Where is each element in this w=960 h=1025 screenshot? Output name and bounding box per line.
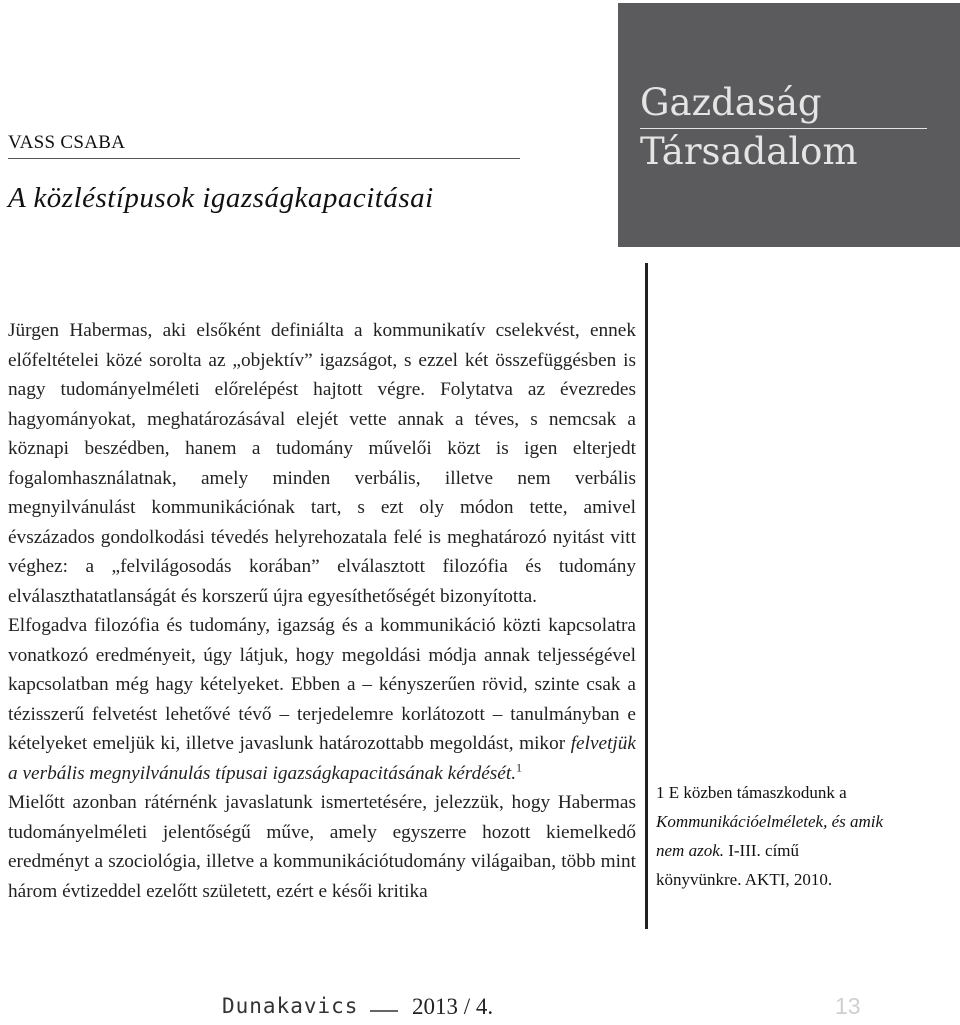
column-divider [645, 263, 648, 929]
footer-separator [370, 1010, 398, 1012]
paragraph-2-text: Elfogadva filozófia és tudomány, igazság és a kommunikáció közti kapcsolatra vonatkozó eredményeit, úgy látjuk, hogy megoldási módja annak teljességével kapcsolatban még hagy kételyeket. Ebben a – kényszerűen rövid, szinte csak a tézisszerű felvetést lehetővé tévő – terjedelemre korlátozott – tanulmányban e kételyeket emeljük ki, illetve javaslunk határozottabb megoldást, mikor [8, 615, 636, 754]
footnote-text-end: I-III. című könyvünkre. AKTI, 2010. [656, 841, 833, 889]
section-label-tarsadalom: Társadalom [640, 130, 858, 173]
footer-issue: 2013 / 4. [412, 994, 494, 1019]
footnote-text-start: 1 E közben támaszkodunk a [656, 783, 847, 802]
paragraph-3: Mielőtt azonban rátérnénk javaslatunk ismertetésére, jelezzük, hogy Habermas tudományelméleti jelentőségű műve, amely egyszerre hozott kiemelkedő eredményt a szociológia, illetve a kommunikációtudomány világaiban, több mint három évtizeddel ezelőtt született, ezért e késői kritika [8, 792, 636, 902]
section-label-gazdasag: Gazdaság [640, 78, 927, 129]
paragraph-2-italic: felvetjük a verbális megnyilvánulás típusai igazságkapacitásának kérdését. [8, 733, 636, 784]
footer-journal-name: Dunakavics [222, 994, 359, 1018]
article-body [8, 316, 636, 906]
footnote-marker: 1 [516, 760, 523, 775]
footnote-book-title: Kommunikációelméletek, és amik nem azok. [656, 812, 884, 860]
paragraph-1: Jürgen Habermas, aki elsőként definiálta a kommunikatív cselekvést, ennek előfeltételei közé sorolta az „objektív” igazságot, s ezzel két összefüggésben is nagy tudományelméleti előrelépést hajtott végre. Folytatva az évezredes hagyományokat, meghatározásával elejét vette annak a téves, s nemcsak a köznapi beszédben, hanem a tudomány művelői közt is igen elterjedt fogalomhasználatnak, amely minden verbális, illetve nem verbális megnyilvánulást kommunikációnak tart, s ezt oly módon tette, amivel évszázados gondolkodási tévedés helyrehozatala felé is meghatározó nyitást vitt véghez: a „felvilágosodás korában” elválasztott filozófia és tudomány elválaszthatatlanságát és korszerű újra egyesíthetőségét bizonyította. [8, 320, 636, 607]
article-title: A közléstípusok igazságkapacitásai [8, 182, 434, 214]
journal-section-box [618, 3, 960, 247]
author-name: VASS CSABA [8, 132, 520, 159]
page-number: 13 [835, 993, 861, 1019]
paragraph-2 [8, 611, 636, 788]
footnote [656, 778, 886, 894]
